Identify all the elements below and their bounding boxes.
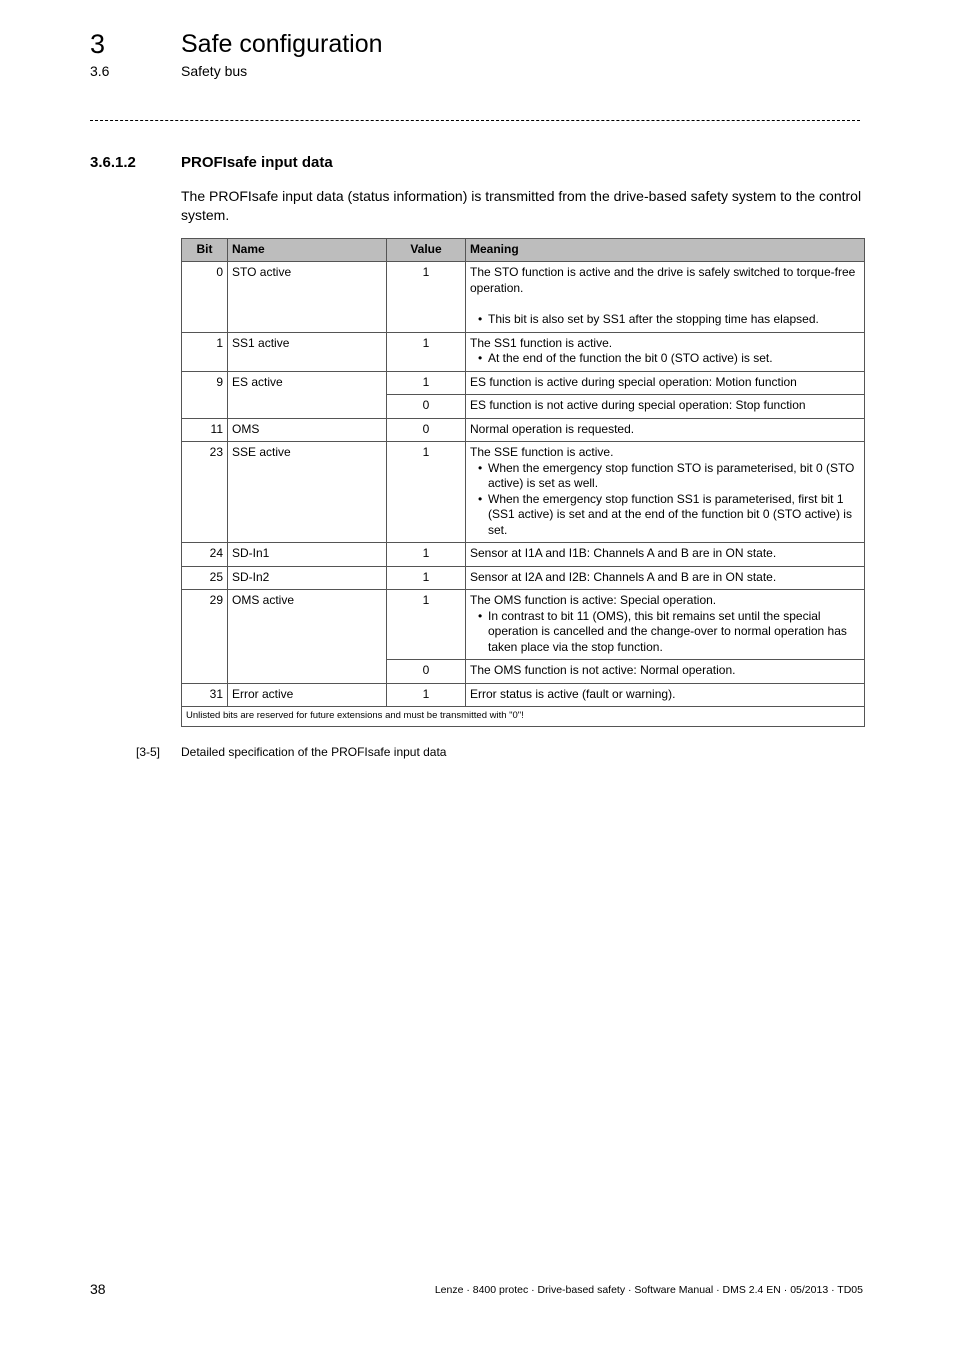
cell-bit: 29 <box>182 590 228 684</box>
cell-meaning <box>466 262 865 333</box>
cell-meaning: Sensor at I1A and I1B: Channels A and B are in ON state. <box>466 543 865 567</box>
subsection-number: 3.6.1.2 <box>90 154 136 171</box>
cell-bit: 23 <box>182 442 228 543</box>
cell-name: OMS active <box>228 590 387 684</box>
table-footnote: Unlisted bits are reserved for future extensions and must be transmitted with "0"! <box>182 707 865 727</box>
cell-value: 1 <box>387 590 466 660</box>
cell-bit: 25 <box>182 566 228 590</box>
cell-meaning <box>466 332 865 371</box>
cell-meaning: ES function is active during special operation: Motion function <box>466 371 865 395</box>
profisafe-input-table <box>181 238 865 727</box>
cell-name: SS1 active <box>228 332 387 371</box>
cell-meaning: Normal operation is requested. <box>466 418 865 442</box>
page-number: 38 <box>90 1281 106 1297</box>
table-row <box>182 418 865 442</box>
cell-name: OMS <box>228 418 387 442</box>
meaning-gap <box>470 296 860 312</box>
cell-name: STO active <box>228 262 387 333</box>
chapter-title: Safe configuration <box>181 30 383 58</box>
table-row <box>182 332 865 371</box>
meaning-text: The SS1 function is active. <box>470 335 613 350</box>
cell-bit: 24 <box>182 543 228 567</box>
cell-value: 0 <box>387 395 466 419</box>
table-row <box>182 262 865 333</box>
cell-meaning: The OMS function is not active: Normal operation. <box>466 660 865 684</box>
cell-meaning <box>466 590 865 660</box>
cell-name: Error active <box>228 683 387 707</box>
caption-number: [3-5] <box>136 745 161 759</box>
meaning-text: The OMS function is active: Special operation. <box>470 593 717 607</box>
table-row <box>182 442 865 543</box>
header-name: Name <box>228 239 387 262</box>
cell-meaning: ES function is not active during special operation: Stop function <box>466 395 865 419</box>
cell-meaning: Error status is active (fault or warning). <box>466 683 865 707</box>
header-dashed-rule <box>90 120 860 121</box>
cell-value: 0 <box>387 660 466 684</box>
section-title: Safety bus <box>181 63 248 79</box>
cell-meaning <box>466 442 865 543</box>
subsection-title: PROFIsafe input data <box>181 154 333 171</box>
meaning-text: The SSE function is active. <box>470 445 614 459</box>
cell-meaning: Sensor at I2A and I2B: Channels A and B are in ON state. <box>466 566 865 590</box>
table-row <box>182 590 865 660</box>
cell-value: 0 <box>387 418 466 442</box>
footer-document-info: Lenze · 8400 protec · Drive-based safety · Software Manual · DMS 2.4 EN · 05/2013 · TD05 <box>434 1284 863 1296</box>
intro-paragraph: The PROFIsafe input data (status information) is transmitted from the drive-based safety system to the control system. <box>181 188 862 223</box>
cell-value: 1 <box>387 332 466 371</box>
cell-value: 1 <box>387 371 466 395</box>
meaning-bullet: • This bit is also set by SS1 after the stopping time has elapsed. <box>470 312 860 328</box>
cell-name: ES active <box>228 371 387 418</box>
cell-value: 1 <box>387 683 466 707</box>
table-row <box>182 543 865 567</box>
section-number: 3.6 <box>90 63 110 79</box>
cell-bit: 31 <box>182 683 228 707</box>
cell-name: SD-In1 <box>228 543 387 567</box>
table-row <box>182 566 865 590</box>
cell-name: SSE active <box>228 442 387 543</box>
cell-value: 1 <box>387 566 466 590</box>
meaning-bullet: • When the emergency stop function STO is parameterised, bit 0 (STO active) is set as well. <box>470 461 860 492</box>
table-header-row <box>182 239 865 262</box>
table-row <box>182 371 865 395</box>
header-bit: Bit <box>182 239 228 262</box>
cell-bit: 11 <box>182 418 228 442</box>
table-row <box>182 683 865 707</box>
meaning-bullet: • In contrast to bit 11 (OMS), this bit remains set until the special operation is cancelled and the change-over to normal operation has taken place via the stop function. <box>470 609 860 656</box>
header-meaning: Meaning <box>466 239 865 262</box>
cell-name: SD-In2 <box>228 566 387 590</box>
caption-text: Detailed specification of the PROFIsafe input data <box>181 745 447 759</box>
cell-value: 1 <box>387 543 466 567</box>
cell-bit: 0 <box>182 262 228 333</box>
header-value: Value <box>387 239 466 262</box>
cell-bit: 9 <box>182 371 228 418</box>
cell-value: 1 <box>387 442 466 543</box>
meaning-text: The STO function is active and the drive is safely switched to torque-free operation. <box>470 265 856 295</box>
chapter-number: 3 <box>90 29 106 59</box>
meaning-bullet: • When the emergency stop function SS1 is parameterised, first bit 1 (SS1 active) is set and at the end of the function bit 0 (STO active) is set. <box>470 492 860 539</box>
meaning-bullet: • At the end of the function the bit 0 (STO active) is set. <box>470 351 860 367</box>
cell-bit: 1 <box>182 332 228 371</box>
cell-value: 1 <box>387 262 466 333</box>
table-footnote-row <box>182 707 865 727</box>
